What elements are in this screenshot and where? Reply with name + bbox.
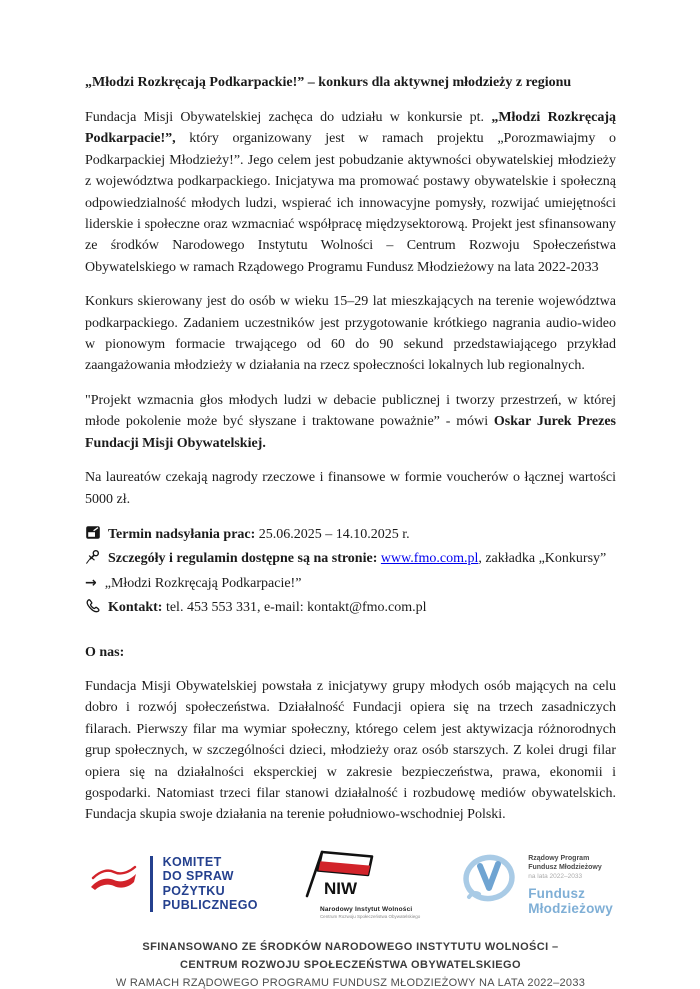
footer-line: SFINANSOWANO ZE ŚRODKÓW NARODOWEGO INSTYTUTU WOLNOŚCI – [142,940,559,953]
pushpin-icon [85,549,101,565]
paragraph-intro [85,107,616,278]
komitet-line: KOMITET [162,854,222,869]
niw-wordmark: NIW [323,879,357,899]
niw-name-text: Narodowy Instytut Wolności [319,906,413,914]
info-deadline [85,523,616,547]
logo-niw [298,848,420,919]
funding-footer [85,938,616,989]
info-details-label: Szczegóły i regulamin dostępne są na stronie: [108,550,381,566]
document-title: „Młodzi Rozkręcają Podkarpackie!” – konkurs dla aktywnej młodzieży z regionu [85,75,572,90]
fundusz-wordmark-line: Fundusz [528,885,586,901]
info-contest-name [85,571,616,596]
fundusz-check-circle-icon [460,851,518,914]
info-contact-value: tel. 453 553 331, e-mail: kontakt@fmo.com.pl [162,599,427,615]
arrow-right-icon: → [85,574,97,591]
fundusz-program-line: Fundusz Młodzieżowy [528,863,602,871]
footer-line: W RAMACH RZĄDOWEGO PROGRAMU FUNDUSZ MŁODZIEŻOWY NA LATA 2022–2033 [115,976,586,989]
intro-text-continued: który organizowany jest w ramach projektu „Porozmawiajmy o Podkarpackiej Młodzieży!”. Jego celem jest pobudzanie aktywności obywatelskiej młodzieży z województwa podkarpackiego. Inicjatywa ma promować postawy obywatelskie i społeczną odpowiedzialność młodych ludzi, wspierać ich innowacyjne pomysły, rozwijać umiejętności liderskie i społeczne oraz wzmacniać współpracę międzysektorową. Projekt jest sfinansowany ze środków Narodowego Instytutu Wolności – Centrum Rozwoju Społeczeństwa Obywatelskiego w ramach Rządowego Programu Fundusz Młodzieżowy na lata 2022-2033 [85,131,616,275]
fmo-website-link[interactable]: www.fmo.com.pl [380,550,479,566]
komitet-logo-text [163,855,258,913]
quote-attribution: Oskar Jurek Prezes Fundacji Misji Obywatelskiej. [85,414,616,451]
quote-text: "Projekt wzmacnia głos młodych ludzi w debacie publicznej i tworzy przestrzeń, w której młode pokolenie może być słyszane i traktowane poważnie” - mówi [85,392,616,430]
niw-subtitle-text: Centrum Rozwoju Społeczeństwa Obywatelskiego [319,914,421,920]
polish-flag-icon [88,859,140,908]
komitet-line: DO SPRAW [162,869,234,884]
paragraph-quote [85,390,616,454]
info-contest-name-text: „Młodzi Rozkręcają Podkarpacie!” [104,575,302,591]
komitet-line: POŻYTKU [162,883,226,898]
phone-icon [85,598,101,614]
about-heading: O nas: [85,644,125,660]
logo-divider [150,856,153,912]
paragraph-contest-rules: Konkurs skierowany jest do osób w wieku 15–29 lat mieszkających na terenie województwa podkarpackiego. Zadaniem uczestników jest przygotowanie krótkiego nagrania audio-wideo w pionowym formacie trwającego od 60 do 90 sekund przedstawiającego przykład zaangażowania młodzieży w działania na rzecz społeczności lokalnych lub regionalnych. [85,294,616,374]
niw-flag-icon [298,848,384,905]
intro-text: Fundacja Misji Obywatelskiej zachęca do udziału w konkursie pt. [85,110,492,125]
fundusz-years-line: na lata 2022–2033 [528,872,583,880]
fundusz-wordmark-line: Młodzieżowy [528,901,613,917]
window-icon [85,525,101,541]
info-contact-label: Kontakt: [108,599,163,615]
info-contact [85,596,616,620]
info-details [85,547,616,571]
logo-komitet-pozytku-publicznego [88,855,258,913]
partner-logos [85,844,616,924]
komitet-line: PUBLICZNEGO [162,898,258,913]
paragraph-about: Fundacja Misji Obywatelskiej powstała z inicjatywy grupy młodych osób mających na celu dobro i rozwój społeczeństwa. Działalność Fundacji opiera się na trzech zasadniczych filarach. Pierwszy filar ma wymiar społeczny, którego celem jest aktywizacja różnorodnych grup społecznych, w szczególności dzieci, młodzieży oraz osób starszych. Z kolei drugi filar opiera się na działalności eksperckiej w zakresie bezpieczeństwa, prawa, ekonomii i gospodarki. Natomiast trzeci filar stanowi działalność i rozbudowę mediów obywatelskich. Fundacja skupia swoje działania na terenie południowo-wschodniej Polski. [85,678,616,823]
fundusz-program-line: Rządowy Program [528,854,590,862]
logo-fundusz-mlodziezowy [460,851,613,917]
key-info-list [85,523,616,620]
fundusz-logo-text [528,851,613,917]
info-details-suffix: , zakładka „Konkursy” [478,550,607,566]
footer-line: CENTRUM ROZWOJU SPOŁECZEŃSTWA OBYWATELSKIEGO [180,958,521,971]
info-deadline-value: 25.06.2025 – 14.10.2025 r. [255,526,410,542]
info-deadline-label: Termin nadsyłania prac: [108,526,256,542]
paragraph-prizes: Na laureatów czekają nagrody rzeczowe i finansowe w formie voucherów o łącznej wartości 5000 zł. [85,470,616,507]
intro-contest-name: „Młodzi Rozkręcają Podkarpacie!”, [85,110,616,147]
